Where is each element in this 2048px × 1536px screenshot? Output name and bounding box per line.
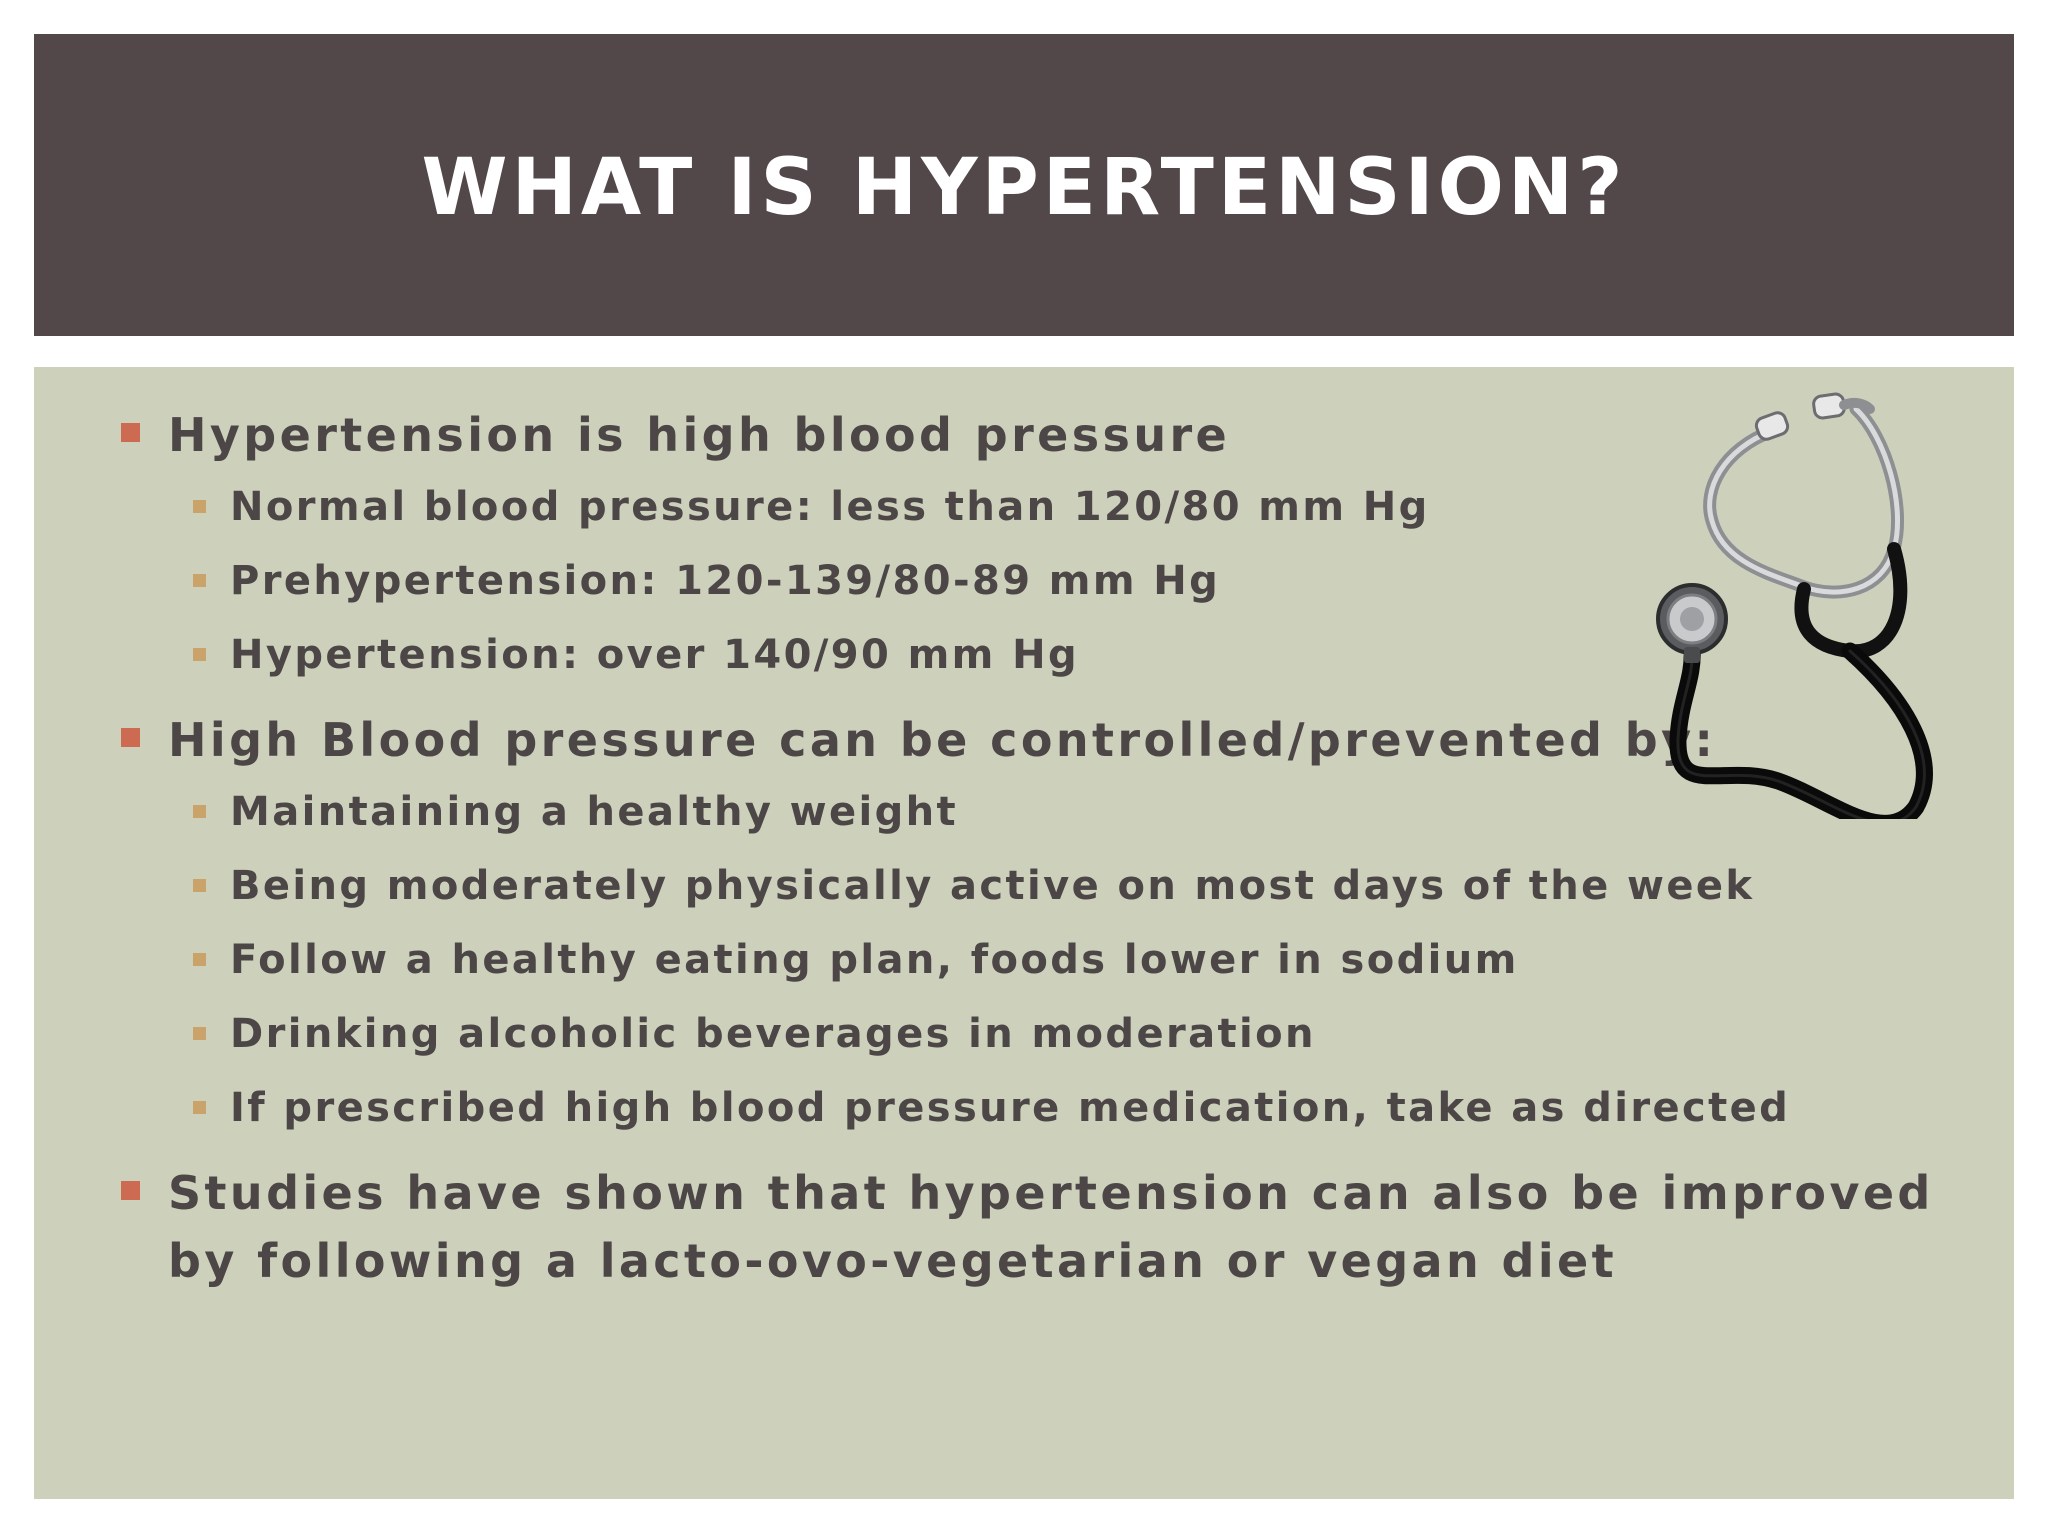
sub-bullet-2-5: If prescribed high blood pressure medication, take as directed <box>230 1085 1791 1131</box>
sub-bullet-2-1: Maintaining a healthy weight <box>230 789 959 835</box>
sub-bullet-1-1: Normal blood pressure: less than 120/80 mm Hg <box>230 484 1430 530</box>
sub-bullet-marker-2-5 <box>193 1101 206 1114</box>
sub-bullet-1-2: Prehypertension: 120-139/80-89 mm Hg <box>230 558 1221 604</box>
stethoscope-icon <box>1654 379 1994 819</box>
sub-bullet-2-2: Being moderately physically active on most days of the week <box>230 863 1755 909</box>
sub-bullet-marker-1-1 <box>193 500 206 513</box>
title-bar <box>34 34 2014 336</box>
bullet-2: High Blood pressure can be controlled/prevented by: <box>168 713 1717 767</box>
sub-bullet-marker-2-3 <box>193 953 206 966</box>
bullet-marker-3 <box>121 1181 140 1200</box>
bullet-marker-1 <box>121 423 140 442</box>
sub-bullet-marker-2-1 <box>193 805 206 818</box>
content-panel <box>34 367 2014 1499</box>
sub-bullet-2-4: Drinking alcoholic beverages in moderation <box>230 1011 1316 1057</box>
sub-bullet-1-3: Hypertension: over 140/90 mm Hg <box>230 632 1079 678</box>
sub-bullet-marker-1-2 <box>193 574 206 587</box>
slide-title: WHAT IS HYPERTENSION? <box>421 143 1627 233</box>
bullet-3: Studies have shown that hypertension can also be improved by following a lacto-ovo-vegetarian or vegan diet <box>168 1166 1934 1288</box>
sub-bullet-2-3: Follow a healthy eating plan, foods lower in sodium <box>230 937 1519 983</box>
bullet-marker-2 <box>121 728 140 747</box>
sub-bullet-marker-2-4 <box>193 1027 206 1040</box>
sub-bullet-marker-2-2 <box>193 879 206 892</box>
bullet-1: Hypertension is high blood pressure <box>168 408 1231 462</box>
sub-bullet-marker-1-3 <box>193 648 206 661</box>
